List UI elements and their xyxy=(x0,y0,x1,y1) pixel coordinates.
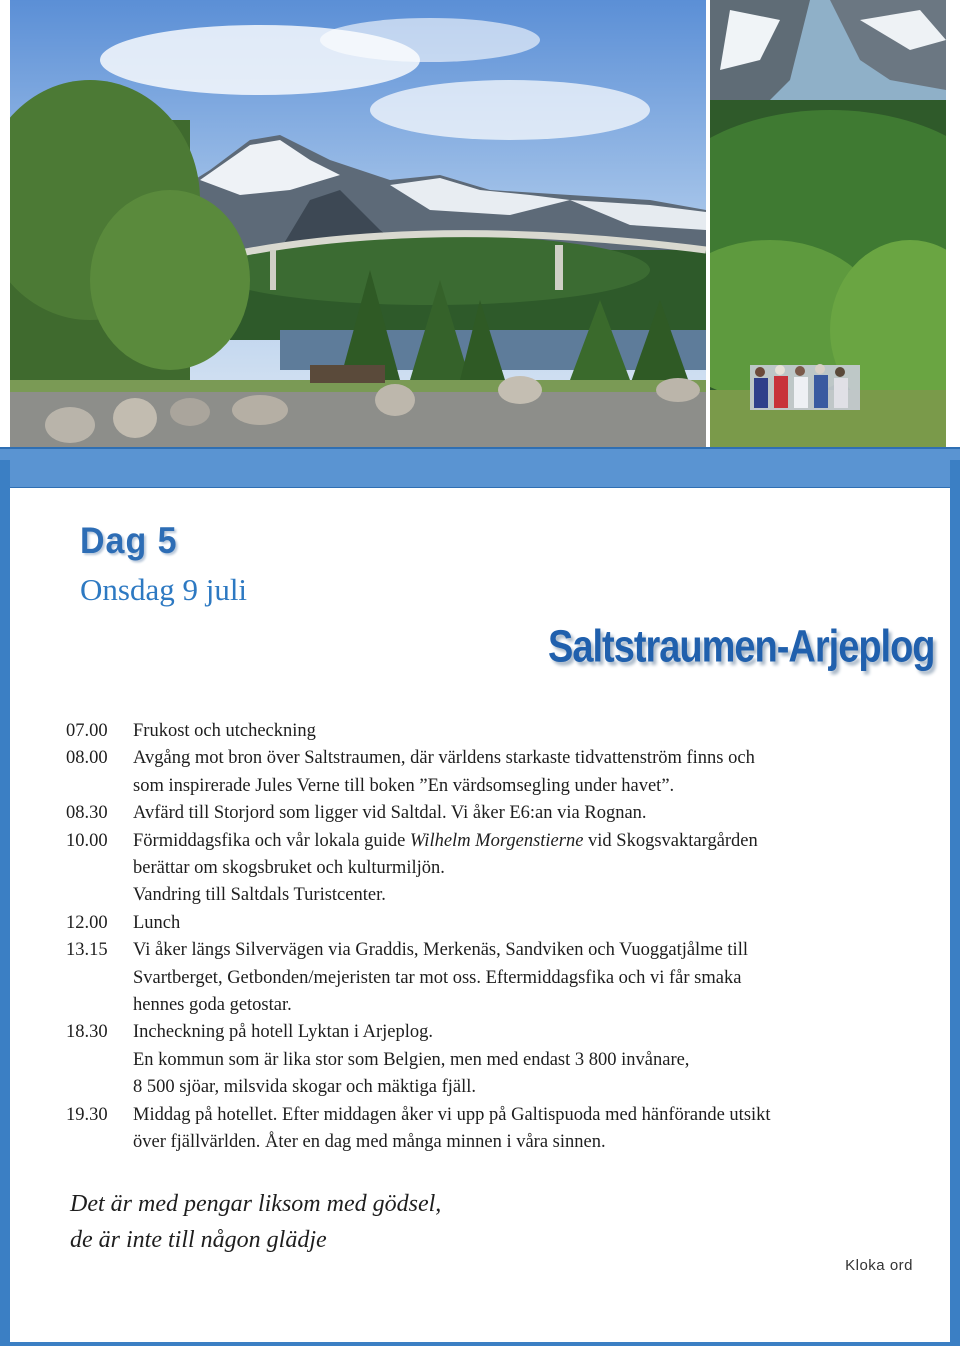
schedule-time: 07.00 xyxy=(66,721,108,741)
quote-line: de är inte till någon glädje xyxy=(70,1227,327,1253)
schedule-text: som inspirerade Jules Verne till boken ”En värdsomsegling under havet”. xyxy=(133,775,675,796)
left-border xyxy=(0,460,10,1346)
schedule-text xyxy=(133,828,896,855)
schedule-item xyxy=(66,745,896,800)
bridge-landscape-photo xyxy=(10,0,706,447)
schedule-text: Avgång mot bron över Saltstraumen, där världens starkaste tidvattenström finns och xyxy=(133,748,755,769)
schedule-time: 18.30 xyxy=(66,1022,108,1043)
schedule-text: Vi åker längs Silvervägen via Graddis, Merkenäs, Sandviken och Vuoggatjålme till xyxy=(133,940,748,961)
schedule-text: Lunch xyxy=(133,912,181,933)
schedule-time: 13.15 xyxy=(66,940,108,961)
schedule-text: hennes goda getostar. xyxy=(133,995,292,1016)
schedule-time: 10.00 xyxy=(66,830,108,851)
schedule-time: 08.00 xyxy=(66,748,108,769)
schedule-time: 08.30 xyxy=(66,803,108,824)
schedule-text: Frukost och utcheckning xyxy=(133,721,316,741)
schedule-item xyxy=(66,937,896,1019)
route-title: Saltstraumen-Arjeplog xyxy=(548,622,935,673)
schedule-item xyxy=(66,910,896,937)
schedule-item xyxy=(66,1102,896,1157)
schedule-text: Vandring till Saltdals Turistcenter. xyxy=(133,885,386,906)
schedule-text: En kommun som är lika stor som Belgien, men med endast 3 800 invånare, xyxy=(133,1049,690,1070)
schedule-text-part: Förmiddagsfika och vår lokala guide xyxy=(133,830,406,851)
schedule-item xyxy=(66,1019,896,1101)
photo-strip xyxy=(0,0,960,447)
schedule-list xyxy=(66,718,896,1157)
quote-attribution: Kloka ord xyxy=(845,1257,913,1274)
schedule-text: Avfärd till Storjord som ligger vid Saltdal. Vi åker E6:an via Rognan. xyxy=(133,803,647,824)
schedule-text: över fjällvärlden. Åter en dag med många minnen i våra sinnen. xyxy=(133,1132,606,1153)
schedule-text: berättar om skogsbruket och kulturmiljön. xyxy=(133,858,445,879)
quote-line: Det är med pengar liksom med gödsel, xyxy=(70,1191,442,1217)
schedule-text: Middag på hotellet. Efter middagen åker vi upp på Galtispuoda med hänförande utsikt xyxy=(133,1104,771,1125)
schedule-text: Svartberget, Getbonden/mejeristen tar mot oss. Eftermiddagsfika och vi får smaka xyxy=(133,967,742,988)
schedule-time: 12.00 xyxy=(66,912,108,933)
date-heading: Onsdag 9 juli xyxy=(80,572,248,607)
schedule-text: Incheckning på hotell Lyktan i Arjeplog. xyxy=(133,1022,434,1043)
day-title: Dag 5 xyxy=(80,520,178,562)
schedule-text: 8 500 sjöar, milsvida skogar och mäktiga fjäll. xyxy=(133,1077,476,1098)
forest-group-photo xyxy=(710,0,946,447)
schedule-item xyxy=(66,828,896,910)
schedule-time: 19.30 xyxy=(66,1104,108,1125)
schedule-item xyxy=(66,800,896,827)
bottom-border xyxy=(0,1342,960,1346)
blue-divider-band xyxy=(0,447,960,488)
schedule-text-part: vid Skogsvaktargården xyxy=(588,830,758,851)
schedule-item xyxy=(66,718,896,745)
guide-name: Wilhelm Morgenstierne xyxy=(409,830,584,851)
right-border xyxy=(950,460,960,1346)
quote xyxy=(70,1186,441,1258)
